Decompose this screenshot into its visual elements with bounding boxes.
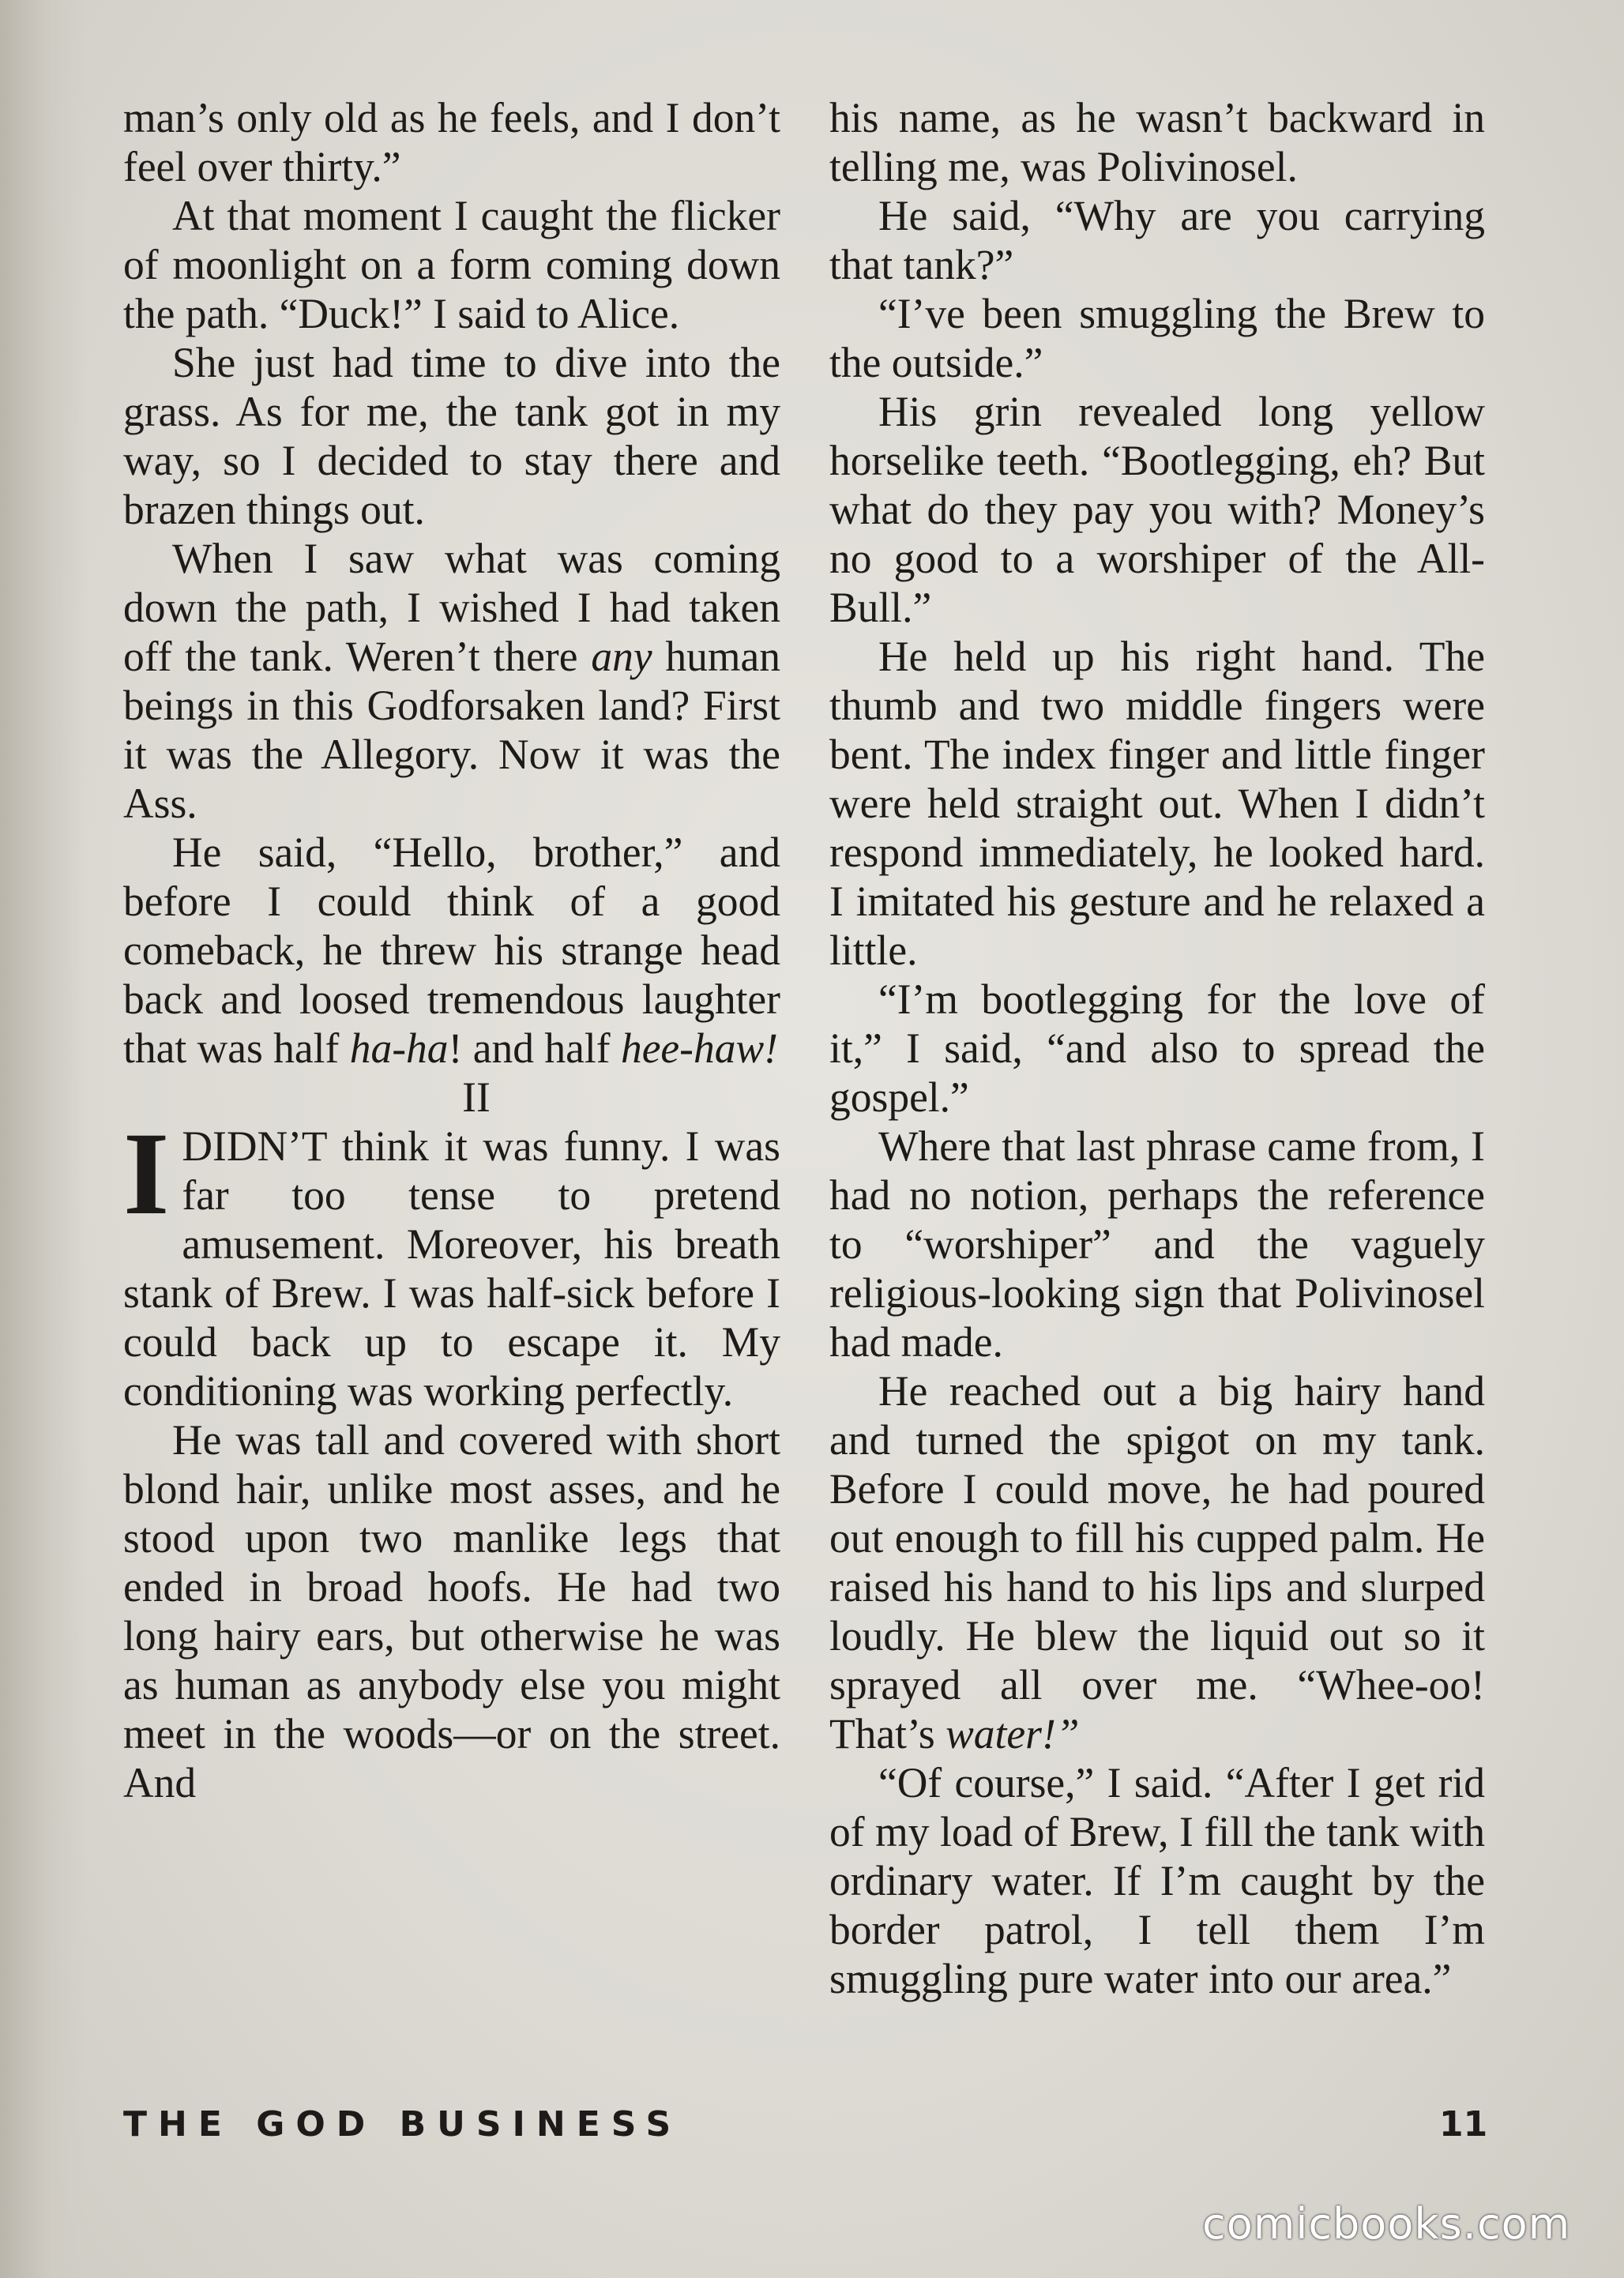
paragraph: Where that last phrase came from, I had no notion, perhaps the reference to “worshiper” and the vaguely religious-looking sign that Polivinosel had made. <box>829 1122 1485 1366</box>
page-number: 11 <box>1439 2104 1488 2145</box>
paragraph: “I’ve been smuggling the Brew to the outside.” <box>829 290 1485 386</box>
paragraph <box>123 1108 780 1415</box>
text-run: When I saw what was coming down the path, I wished I had taken off the tank. Weren’t there <box>123 535 780 680</box>
text-run: human beings in this Godforsaken land? First it was the Allegory. Now it was the Ass. <box>123 633 780 827</box>
paragraph: “I’m bootlegging for the love of it,” I said, “and also to spread the gospel.” <box>829 975 1485 1121</box>
paragraph: man’s only old as he feels, and I don’t feel over thirty.” <box>123 94 780 190</box>
binding-shadow <box>0 0 87 2278</box>
emphasis: hee-haw! <box>620 1024 778 1072</box>
paragraph <box>123 534 780 828</box>
drop-cap: I <box>123 1108 170 1239</box>
paragraph: At that moment I caught the flicker of moonlight on a form coming down the path. “Duck!” I said to Alice. <box>123 192 780 337</box>
paragraph: He was tall and covered with short blond hair, unlike most asses, and he stood upon two manlike legs that ended in broad hoofs. He had two long hairy ears, but otherwise he was as human as anybody else you might meet in the woods—or on the street. And <box>123 1416 780 1806</box>
section-heading: II <box>462 1073 491 1121</box>
watermark-logo: comicbooks.com <box>1202 2199 1571 2249</box>
text-run: He reached out a big hairy hand and turned the spigot on my tank. Before I could move, he had poured out enough to fill his cupped palm. He raised his hand to his lips and slurped loudly. He blew the liquid out so it sprayed all over me. “Whee-oo! That’s <box>829 1367 1485 1757</box>
running-footer-title: THE GOD BUSINESS <box>123 2104 682 2145</box>
paragraph: His grin revealed long yellow horselike teeth. “Bootlegging, eh? But what do they pay you with? Money’s no good to a worshiper of the All-Bull.” <box>829 388 1485 631</box>
paragraph: He said, “Why are you carrying that tank?” <box>829 192 1485 288</box>
emphasis: any <box>591 633 652 680</box>
emphasis: ha-ha <box>349 1024 449 1072</box>
paragraph: “Of course,” I said. “After I get rid of my load of Brew, I fill the tank with ordinary water. If I’m caught by the border patrol, I tell them I’m smuggling pure water into our area.” <box>829 1759 1485 2002</box>
right-column <box>829 93 1485 2003</box>
paragraph <box>123 828 780 1073</box>
emphasis: water!” <box>945 1710 1080 1757</box>
paragraph: He held up his right hand. The thumb and two middle fingers were bent. The index finger and little finger were held straight out. When I didn’t respond immediately, he looked hard. I imitated his gesture and he relaxed a little. <box>829 633 1485 974</box>
paragraph <box>829 1366 1485 1758</box>
text-run: He said, “Hello, brother,” and before I could think of a good comeback, he threw his strange head back and loosed tremendous laughter that was half <box>123 829 780 1072</box>
paragraph: She just had time to dive into the grass. As for me, the tank got in my way, so I decided to stay there and brazen things out. <box>123 339 780 533</box>
paragraph: his name, as he wasn’t backward in telling me, was Polivinosel. <box>829 94 1485 190</box>
left-column <box>123 93 780 1807</box>
text-run: ! and half <box>448 1024 621 1072</box>
text-run: DIDN’T think it was funny. I was far too tense to pretend amusement. Moreover, his breath stank of Brew. I was half-sick before I could back up to escape it. My conditioning was working perfectly. <box>123 1122 780 1415</box>
